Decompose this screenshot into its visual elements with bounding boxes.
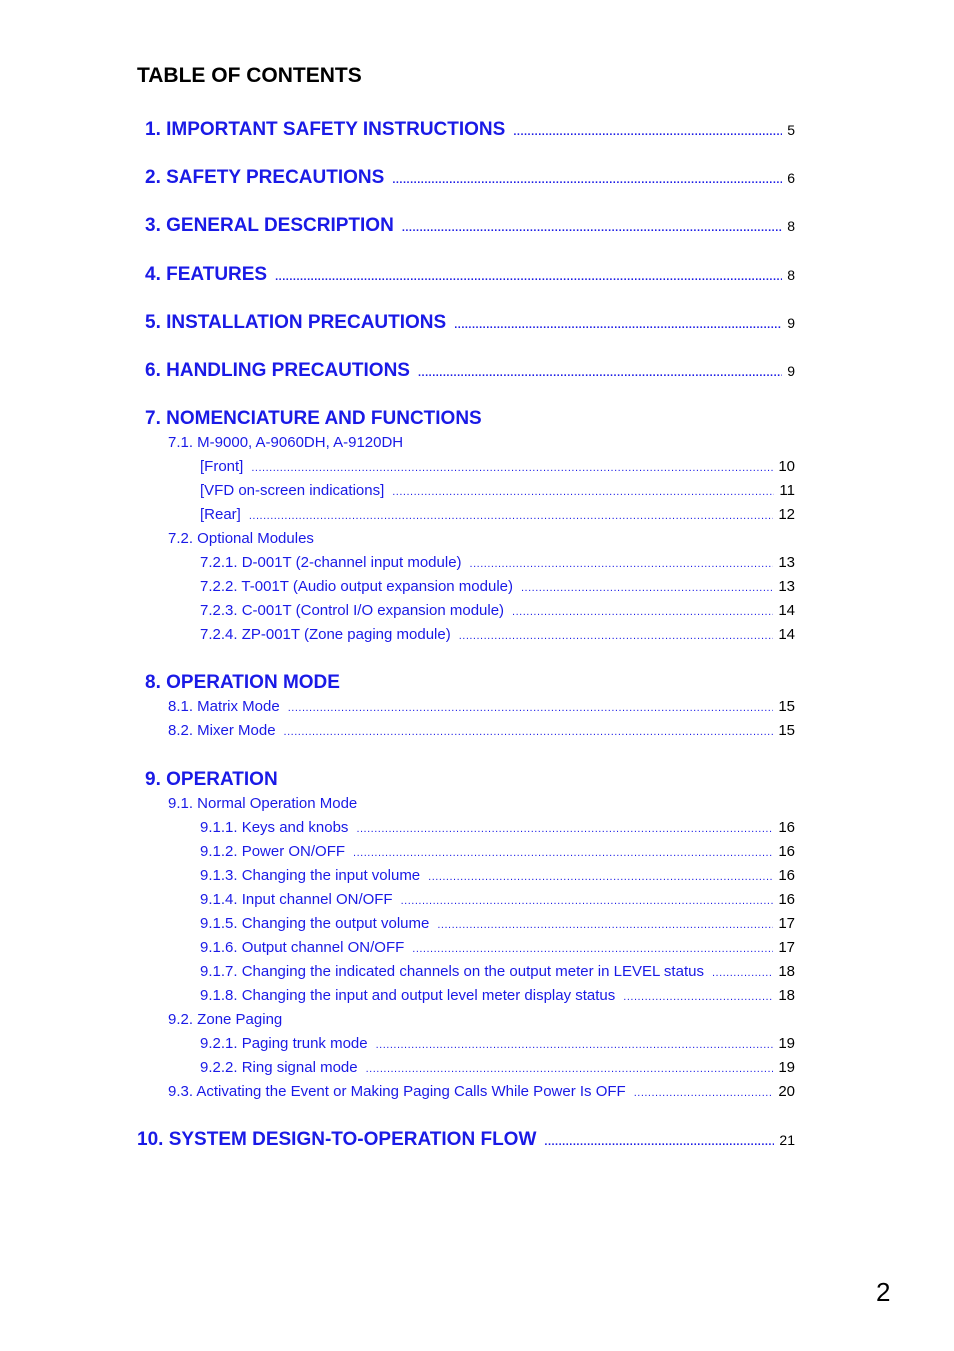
toc-entry-label: 9.3. Activating the Event or Making Paging Calls While Power Is OFF: [168, 1083, 626, 1100]
toc-entry-9-1-4[interactable]: [200, 890, 795, 910]
toc-entry-9-1-3[interactable]: [200, 866, 795, 886]
toc-entry-page: 9: [787, 363, 795, 379]
toc-entry-page: 8: [787, 267, 795, 283]
toc-entry-page: 10: [778, 458, 795, 475]
toc-entry-7-2-4[interactable]: [200, 625, 795, 645]
toc-entry-9[interactable]: 9. OPERATION: [145, 769, 278, 790]
dot-leader: [412, 939, 773, 959]
toc-entry-page: 18: [778, 987, 795, 1004]
toc-entry-label: 3. GENERAL DESCRIPTION: [145, 215, 394, 236]
toc-entry-label: 4. FEATURES: [145, 264, 268, 285]
dot-leader: [401, 891, 774, 911]
dot-leader: [521, 578, 773, 598]
toc-entry-page: 13: [778, 578, 795, 595]
dot-leader: [402, 215, 782, 241]
toc-entry-5[interactable]: [145, 310, 795, 336]
page-number: 2: [876, 1277, 891, 1307]
toc-entry-page: 16: [778, 891, 795, 908]
dot-leader: [418, 360, 782, 386]
dot-leader: [428, 867, 773, 887]
toc-entry-7-1[interactable]: 7.1. M-9000, A-9060DH, A-9120DH: [168, 434, 404, 451]
dot-leader: [275, 264, 782, 290]
toc-entry-9-1-6[interactable]: [200, 938, 795, 958]
toc-entry-page: 16: [778, 843, 795, 860]
dot-leader: [634, 1083, 774, 1103]
toc-entry-page: 20: [778, 1083, 795, 1100]
toc-entry-label: 10. SYSTEM DESIGN-TO-OPERATION FLOW: [137, 1129, 537, 1150]
toc-entry-label: 9.2.2. Ring signal mode: [200, 1059, 358, 1076]
toc-entry-label: 9.1.8. Changing the input and output level meter display status: [200, 987, 616, 1004]
toc-entry-page: 17: [778, 939, 795, 956]
toc-entry-7[interactable]: 7. NOMENCIATURE AND FUNCTIONS: [145, 408, 482, 429]
toc-entry-9-1-2[interactable]: [200, 842, 795, 862]
toc-entry-page: 12: [778, 506, 795, 523]
dot-leader: [251, 458, 773, 478]
dot-leader: [512, 602, 773, 622]
toc-entry-9-1-1[interactable]: [200, 818, 795, 838]
toc-entry-label: [Front]: [200, 458, 244, 475]
toc-entry-label: 7.2.3. C-001T (Control I/O expansion module): [200, 602, 505, 619]
toc-entry-9-2[interactable]: 9.2. Zone Paging: [168, 1011, 283, 1028]
toc-entry-page: 9: [787, 315, 795, 331]
toc-entry-page: 15: [778, 698, 795, 715]
toc-entry-label: 9.1.5. Changing the output volume: [200, 915, 430, 932]
toc-entry-page: 16: [778, 867, 795, 884]
toc-entry-label: [Rear]: [200, 506, 241, 523]
dot-leader: [544, 1129, 774, 1155]
toc-entry-3[interactable]: [145, 213, 795, 239]
toc-entry-2[interactable]: [145, 165, 795, 191]
dot-leader: [353, 843, 773, 863]
dot-leader: [376, 1035, 774, 1055]
toc-entry-10[interactable]: [137, 1127, 795, 1153]
toc-entry-label: 5. INSTALLATION PRECAUTIONS: [145, 312, 447, 333]
toc-entry-label: 7.2.2. T-001T (Audio output expansion module): [200, 578, 513, 595]
toc-entry-page: 11: [779, 482, 795, 499]
toc-entry-7-2[interactable]: 7.2. Optional Modules: [168, 530, 314, 547]
toc-title: TABLE OF CONTENTS: [137, 64, 362, 87]
toc-entry-7-1-front[interactable]: [200, 457, 795, 477]
toc-entry-9-2-2[interactable]: [200, 1058, 795, 1078]
toc-entry-label: 8.2. Mixer Mode: [168, 722, 276, 739]
toc-entry-page: 19: [778, 1059, 795, 1076]
toc-entry-7-2-2[interactable]: [200, 577, 795, 597]
dot-leader: [513, 119, 782, 145]
toc-entry-label: 9.1.1. Keys and knobs: [200, 819, 349, 836]
toc-entry-9-1-8[interactable]: [200, 986, 795, 1006]
toc-entry-label: 9.1.6. Output channel ON/OFF: [200, 939, 405, 956]
toc-entry-label: 7.2.4. ZP-001T (Zone paging module): [200, 626, 451, 643]
toc-entry-7-1-rear[interactable]: [200, 505, 795, 525]
toc-entry-9-1-5[interactable]: [200, 914, 795, 934]
toc-entry-page: 19: [778, 1035, 795, 1052]
toc-entry-page: 6: [787, 170, 795, 186]
toc-entry-label: 9.1.4. Input channel ON/OFF: [200, 891, 393, 908]
toc-entry-6[interactable]: [145, 358, 795, 384]
toc-entry-page: 5: [787, 122, 795, 138]
toc-entry-label: 9.1.7. Changing the indicated channels on the output meter in LEVEL status: [200, 963, 704, 980]
dot-leader: [459, 626, 774, 646]
toc-entry-page: 16: [778, 819, 795, 836]
toc-entry-label: 7.2.1. D-001T (2-channel input module): [200, 554, 462, 571]
dot-leader: [392, 167, 782, 193]
dot-leader: [454, 312, 782, 338]
toc-entry-label: 9.2.1. Paging trunk mode: [200, 1035, 368, 1052]
dot-leader: [470, 554, 774, 574]
dot-leader: [366, 1059, 774, 1079]
toc-entry-label: 2. SAFETY PRECAUTIONS: [145, 167, 385, 188]
toc-entry-9-1-7[interactable]: [200, 962, 795, 982]
toc-entry-9-2-1[interactable]: [200, 1034, 795, 1054]
toc-entry-page: 17: [778, 915, 795, 932]
toc-entry-label: 1. IMPORTANT SAFETY INSTRUCTIONS: [145, 119, 506, 140]
toc-entry-8-2[interactable]: [168, 721, 795, 741]
toc-entry-page: 8: [787, 218, 795, 234]
dot-leader: [392, 482, 774, 502]
toc-entry-1[interactable]: [145, 117, 795, 143]
dot-leader: [288, 698, 774, 718]
toc-entry-8-1[interactable]: [168, 697, 795, 717]
toc-entry-9-3[interactable]: [168, 1082, 795, 1102]
toc-entry-7-1-vfd[interactable]: [200, 481, 795, 501]
dot-leader: [284, 722, 774, 742]
toc-entry-label: 9.1.2. Power ON/OFF: [200, 843, 346, 860]
toc-entry-page: 13: [778, 554, 795, 571]
toc-entry-page: 14: [778, 602, 795, 619]
dot-leader: [712, 963, 773, 983]
toc-entry-7-2-1[interactable]: [200, 553, 795, 573]
toc-entry-9-1[interactable]: 9.1. Normal Operation Mode: [168, 795, 358, 812]
toc-entry-label: [VFD on-screen indications]: [200, 482, 385, 499]
dot-leader: [437, 915, 773, 935]
toc-entry-7-2-3[interactable]: [200, 601, 795, 621]
dot-leader: [356, 819, 773, 839]
toc-entry-page: 18: [778, 963, 795, 980]
toc-entry-page: 21: [779, 1132, 795, 1148]
toc-entry-page: 15: [778, 722, 795, 739]
dot-leader: [249, 506, 773, 526]
toc-entry-8[interactable]: 8. OPERATION MODE: [145, 672, 340, 693]
dot-leader: [623, 987, 773, 1007]
toc-entry-label: 6. HANDLING PRECAUTIONS: [145, 360, 410, 381]
toc-entry-4[interactable]: [145, 262, 795, 288]
toc-entry-label: 9.1.3. Changing the input volume: [200, 867, 421, 884]
toc-entry-label: 8.1. Matrix Mode: [168, 698, 280, 715]
toc-entry-page: 14: [778, 626, 795, 643]
